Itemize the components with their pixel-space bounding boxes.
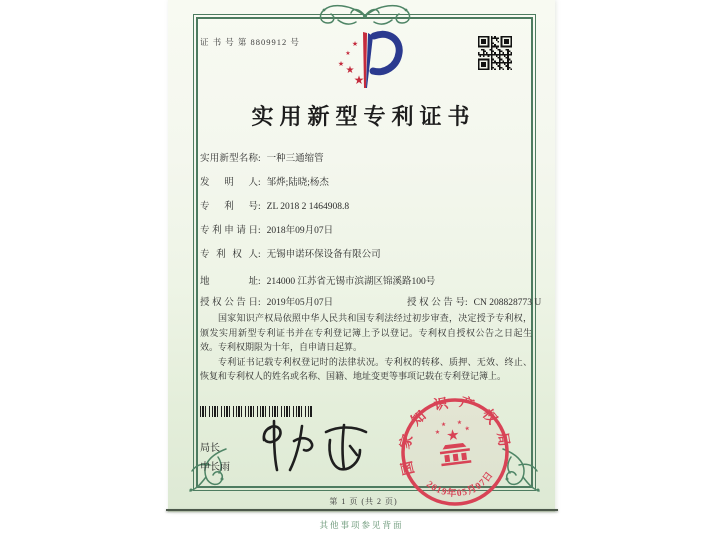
field-value: 2018年09月07日: [266, 226, 334, 236]
field-label: 专利权人: [200, 250, 258, 260]
signer-title: 局长: [200, 443, 220, 454]
field-value: CN 208828773 U: [473, 298, 542, 308]
cnipa-logo-icon: [328, 28, 406, 96]
field-colon: :: [465, 298, 468, 308]
signer-name: 申长雨: [200, 461, 230, 473]
signature-handwriting: [250, 414, 375, 481]
certificate-page: [168, 0, 555, 512]
certificate-title: 实用新型专利证书: [251, 104, 476, 129]
svg-text:★: ★: [345, 65, 355, 76]
field-colon: :: [258, 178, 261, 188]
field-colon: :: [258, 202, 261, 212]
seal-date-text: 2019年05月07日: [424, 469, 496, 500]
field-label: 专利号: [200, 202, 258, 212]
field-value: ZL 2018 2 1464908.8: [266, 202, 350, 212]
page-number: 第 1 页 (共 2 页): [329, 497, 398, 506]
field-value: 一种三通缩管: [266, 154, 324, 164]
field-row-patentee: [200, 246, 533, 260]
field-label: 授权公告号: [407, 298, 465, 308]
svg-text:★: ★: [440, 421, 447, 429]
certificate-number: 证 书 号 第 8809912 号: [200, 37, 300, 47]
svg-text:★: ★: [434, 429, 441, 437]
field-label: 专利申请日: [200, 226, 258, 236]
field-colon: :: [258, 298, 261, 308]
field-label: 授权公告日: [200, 298, 258, 308]
field-colon: :: [258, 154, 261, 164]
qr-code-svg: [478, 36, 512, 70]
field-row-grant: [200, 294, 542, 308]
svg-text:★: ★: [445, 427, 461, 445]
field-colon: :: [258, 250, 261, 260]
svg-text:★: ★: [337, 60, 345, 68]
field-value: 无锡申诺环保设备有限公司: [266, 250, 381, 260]
signer-block: [200, 440, 230, 477]
field-value: 邹烨;陆晓;杨杰: [266, 178, 329, 188]
back-note: 其他事项参见背面: [319, 520, 404, 530]
field-value: 2019年05月07日: [266, 298, 334, 308]
svg-text:★: ★: [464, 426, 471, 433]
legal-text: [200, 311, 532, 384]
legal-paragraph-2: 专利证书记载专利权登记时的法律状况。专利权的转移、质押、无效、终止、恢复和专利权人的姓名或名称、国籍、地址变更等事项记载在专利登记簿上。: [200, 356, 532, 382]
field-row-inventors: [200, 174, 533, 188]
field-row-filing-date: [200, 222, 533, 236]
field-label: 地址: [200, 277, 258, 287]
field-label: 实用新型名称: [200, 154, 258, 164]
field-label: 发明人: [200, 178, 258, 188]
seal-org-text: 国家知识产权局: [397, 394, 513, 477]
legal-paragraph-1: 国家知识产权局依照中华人民共和国专利法经过初步审查，决定授予专利权，颁发实用新型专利证书并在专利登记簿上予以登记。专利权自授权公告之日起生效。专利权期限为十年，自申请日起算。: [200, 313, 532, 353]
field-colon: :: [258, 277, 261, 287]
svg-text:★: ★: [351, 40, 359, 48]
field-row-name: [200, 150, 533, 164]
svg-text:★: ★: [456, 419, 463, 427]
grant-no-pair: [407, 294, 541, 308]
svg-text:★: ★: [353, 73, 365, 87]
svg-text:★: ★: [345, 51, 351, 57]
field-colon: :: [258, 226, 261, 236]
qr-code: [478, 36, 512, 70]
field-row-patent-no: [200, 198, 533, 212]
field-row-address: [200, 273, 533, 287]
field-value: 214000 江苏省无锡市滨湖区锦溪路100号: [266, 277, 436, 287]
page-bottom-edge: [166, 509, 558, 511]
